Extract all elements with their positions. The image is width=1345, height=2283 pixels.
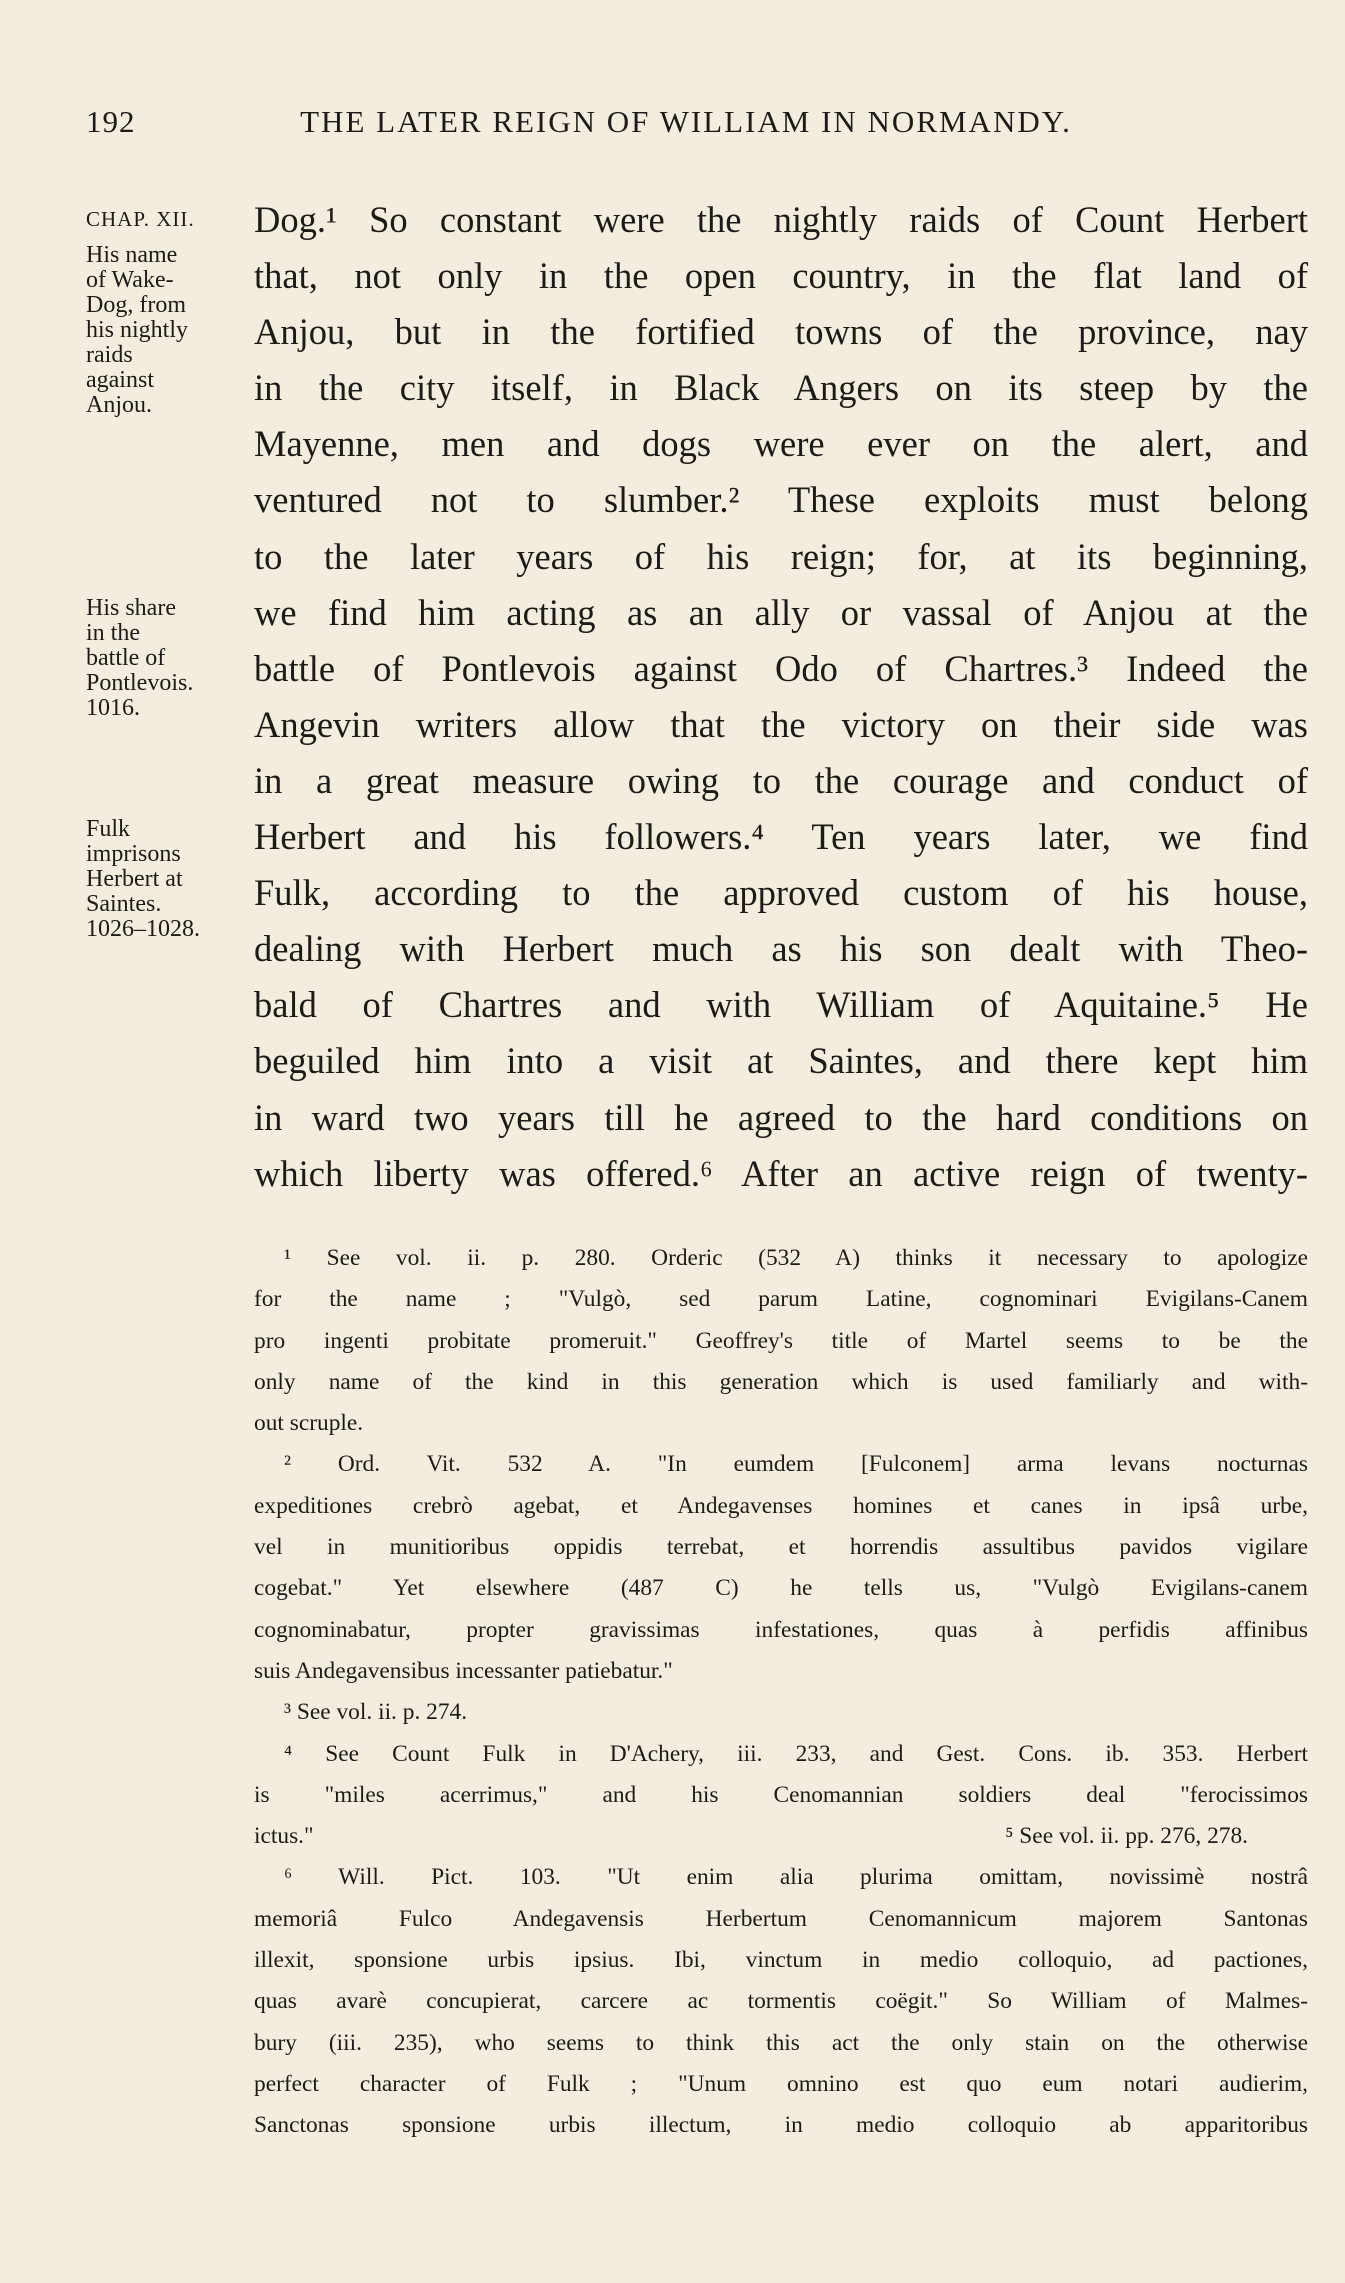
footnote-line: out scruple. [254,1410,364,1437]
sidenote-line: His name [86,242,178,268]
footnote-line: illexit, sponsione urbis ipsius. Ibi, vinctum in medio colloquio, ad pactiones, [254,1947,1308,1974]
running-title: THE LATER REIGN OF WILLIAM IN NORMANDY. [300,104,1072,139]
body-line: Fulk, according to the approved custom of his house, [254,872,1308,914]
footnotes [254,1238,1308,2147]
sidenote-line: Pontlevois. [86,670,194,696]
body-line: Anjou, but in the fortified towns of the province, nay [254,311,1308,353]
footnote-line: ⁶ Will. Pict. 103. "Ut enim alia plurima omittam, novissimè nostrâ [284,1864,1308,1891]
body-line: Herbert and his followers.⁴ Ten years later, we find [254,816,1308,858]
footnote-fragment: ictus." [254,1823,314,1850]
footnote-fragment: ⁵ See vol. ii. pp. 276, 278. [1005,1823,1248,1850]
sidenote-line: of Wake- [86,267,174,293]
footnote-line: only name of the kind in this generation which is used familiarly and with- [254,1368,1308,1395]
footnote-line: Sanctonas sponsione urbis illectum, in medio colloquio ab apparitoribus [254,2112,1308,2139]
sidenote-wake-dog [86,243,246,418]
footnote-line: expeditiones crebrò agebat, et Andegavenses homines et canes in ipsâ urbe, [254,1492,1308,1519]
footnote-line: memoriâ Fulco Andegavensis Herbertum Cenomannicum majorem Santonas [254,1905,1308,1932]
sidenote-chapter [86,207,246,232]
sidenote-line: Dog, from [86,292,186,318]
body-line: in ward two years till he agreed to the hard conditions on [254,1096,1308,1138]
sidenote-line: against [86,367,154,393]
running-head [86,104,1246,144]
page-number: 192 [86,104,136,139]
footnote-line: is "miles acerrimus," and his Cenomannian soldiers deal "ferocissimos [254,1781,1308,1808]
footnote-line: ³ See vol. ii. p. 274. [284,1699,468,1726]
body-line: in the city itself, in Black Angers on its steep by the [254,367,1308,409]
sidenote-pontlevois [86,596,246,721]
footnote-line: suis Andegavensibus incessanter patiebatur." [254,1657,673,1684]
footnote-line: pro ingenti probitate promeruit." Geoffrey's title of Martel seems to be the [254,1327,1308,1354]
footnote-line: ¹ See vol. ii. p. 280. Orderic (532 A) thinks it necessary to apologize [284,1245,1308,1271]
sidenote-line: raids [86,342,133,368]
sidenote-line: Herbert at [86,866,183,892]
sidenote-line: 1016. [86,695,140,721]
body-line: Dog.¹ So constant were the nightly raids of Count Herbert [254,199,1308,240]
chapter-label: CHAP. XII. [86,207,195,231]
footnote-line: quas avarè concupierat, carcere ac tormentis coëgit." So William of Malmes- [254,1988,1308,2015]
body-line: dealing with Herbert much as his son dealt with Theo- [254,928,1308,970]
footnote-line: vel in munitioribus oppidis terrebat, et horrendis assultibus pavidos vigilare [254,1534,1308,1561]
body-line: ventured not to slumber.² These exploits must belong [254,479,1308,521]
sidenote-line: Saintes. [86,891,162,917]
sidenote-line: 1026–1028. [86,916,200,942]
body-line: bald of Chartres and with William of Aquitaine.⁵ He [254,984,1308,1026]
footnote-line: ² Ord. Vit. 532 A. "In eumdem [Fulconem] arma levans nocturnas [284,1451,1308,1478]
sidenote-line: battle of [86,645,166,671]
sidenote-line: in the [86,620,140,646]
footnote-line-split [254,1816,1308,1857]
footnote-line: ⁴ See Count Fulk in D'Achery, iii. 233, and Gest. Cons. ib. 353. Herbert [284,1740,1308,1767]
body-line: we find him acting as an ally or vassal of Anjou at the [254,591,1308,633]
body-line: that, not only in the open country, in the flat land of [254,255,1308,297]
body-line: which liberty was offered.⁶ After an active reign of twenty- [254,1152,1308,1194]
body-line: beguiled him into a visit at Saintes, and there kept him [254,1040,1308,1082]
footnote-line: cogebat." Yet elsewhere (487 C) he tells us, "Vulgò Evigilans-canem [254,1575,1308,1602]
footnote-line: bury (iii. 235), who seems to think this act the only stain on the otherwise [254,2029,1308,2056]
sidenote-line: Fulk [86,816,131,842]
body-line: to the later years of his reign; for, at its beginning, [254,535,1308,577]
body-line: battle of Pontlevois against Odo of Chartres.³ Indeed the [254,647,1308,689]
body-line: Mayenne, men and dogs were ever on the alert, and [254,423,1308,465]
footnote-line: perfect character of Fulk ; "Unum omnino est quo eum notari audierim, [254,2070,1308,2097]
footnote-line: cognominabatur, propter gravissimas infestationes, quas à perfidis affinibus [254,1616,1308,1643]
body-line: in a great measure owing to the courage and conduct of [254,759,1308,801]
body-line: Angevin writers allow that the victory on their side was [254,703,1308,745]
sidenote-fulk-imprisons [86,817,246,942]
footnote-line: for the name ; "Vulgò, sed parum Latine, cognominari Evigilans-Canem [254,1286,1308,1313]
sidenote-line: Anjou. [86,392,152,418]
sidenote-line: his nightly [86,317,189,343]
body-text [254,192,1308,1202]
sidenote-line: imprisons [86,841,181,867]
sidenote-line: His share [86,595,176,621]
